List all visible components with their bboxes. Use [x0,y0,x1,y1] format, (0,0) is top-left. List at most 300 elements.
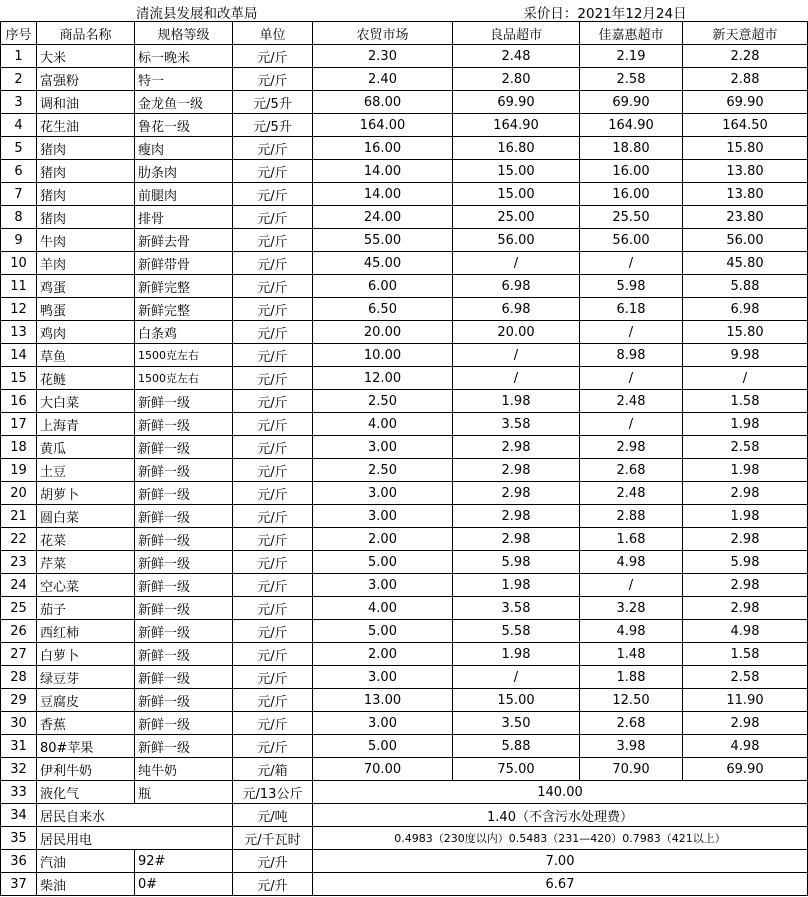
item-unit: 元/升 [233,873,313,896]
table-row [1,505,808,528]
table-row [1,758,808,781]
price-xintianyi: 2.98 [683,528,808,551]
row-no: 30 [1,712,37,735]
price-xintianyi: 1.98 [683,413,808,436]
item-name: 白萝卜 [37,643,135,666]
item-name: 牛肉 [37,229,135,252]
price-xintianyi: / [683,367,808,390]
price-liangpin: / [453,344,580,367]
item-unit: 元/斤 [233,160,313,183]
price-xintianyi: 15.80 [683,137,808,160]
item-spec: 1500克左右 [135,344,233,367]
item-name: 猪肉 [37,160,135,183]
item-name: 液化气 [37,781,135,804]
item-spec: 金龙鱼一级 [135,91,233,114]
item-name: 柴油 [37,873,135,896]
price-xintianyi: 69.90 [683,758,808,781]
price-market: 14.00 [313,160,453,183]
table-row [1,850,808,873]
item-name: 猪肉 [37,137,135,160]
item-unit: 元/斤 [233,45,313,68]
item-name: 猪肉 [37,206,135,229]
row-no: 14 [1,344,37,367]
price-xintianyi: 1.58 [683,390,808,413]
price-xintianyi: 5.88 [683,275,808,298]
price-jiajiahui: 2.88 [580,505,683,528]
unified-price: 0.4983（230度以内）0.5483（231—420）0.7983（421以上） [313,827,808,850]
row-no: 4 [1,114,37,137]
price-market: 5.00 [313,620,453,643]
price-liangpin: 1.98 [453,390,580,413]
price-xintianyi: 1.58 [683,643,808,666]
table-row [1,298,808,321]
price-liangpin: 2.98 [453,505,580,528]
item-spec: 新鲜一级 [135,689,233,712]
row-no: 9 [1,229,37,252]
price-jiajiahui: 2.48 [580,482,683,505]
item-spec: 瓶 [135,781,233,804]
item-unit: 元/5升 [233,114,313,137]
item-spec: 新鲜一级 [135,436,233,459]
item-spec: 92# [135,850,233,873]
item-spec: 白条鸡 [135,321,233,344]
item-spec: 新鲜去骨 [135,229,233,252]
price-market: 2.00 [313,643,453,666]
row-no: 31 [1,735,37,758]
row-no: 22 [1,528,37,551]
price-liangpin: 2.98 [453,436,580,459]
item-spec: 纯牛奶 [135,758,233,781]
item-spec: 新鲜一级 [135,482,233,505]
item-unit: 元/斤 [233,436,313,459]
price-xintianyi: 2.98 [683,574,808,597]
item-name: 鸭蛋 [37,298,135,321]
item-name: 居民自来水 [37,804,233,827]
price-liangpin: 2.98 [453,528,580,551]
table-row [1,321,808,344]
row-no: 12 [1,298,37,321]
row-no: 23 [1,551,37,574]
price-liangpin: 6.98 [453,298,580,321]
price-market: 55.00 [313,229,453,252]
table-row [1,689,808,712]
table-row [1,528,808,551]
item-unit: 元/斤 [233,643,313,666]
item-unit: 元/斤 [233,528,313,551]
item-unit: 元/吨 [233,804,313,827]
item-spec: 新鲜一级 [135,574,233,597]
price-liangpin: 15.00 [453,183,580,206]
price-market: 3.00 [313,574,453,597]
price-liangpin: 5.58 [453,620,580,643]
item-unit: 元/斤 [233,689,313,712]
table-row [1,344,808,367]
row-no: 18 [1,436,37,459]
price-market: 3.00 [313,712,453,735]
item-spec: 排骨 [135,206,233,229]
item-unit: 元/斤 [233,666,313,689]
price-jiajiahui: 2.58 [580,68,683,91]
price-market: 12.00 [313,367,453,390]
row-no: 8 [1,206,37,229]
item-name: 圆白菜 [37,505,135,528]
row-no: 28 [1,666,37,689]
price-liangpin: 2.98 [453,459,580,482]
price-jiajiahui: 18.80 [580,137,683,160]
table-row [1,206,808,229]
item-spec: 新鲜一级 [135,390,233,413]
col-header-market: 农贸市场 [313,22,453,45]
price-table-body [1,22,808,896]
item-name: 黄瓜 [37,436,135,459]
price-liangpin: 3.58 [453,413,580,436]
item-unit: 元/斤 [233,321,313,344]
item-spec: 新鲜一级 [135,551,233,574]
table-row [1,620,808,643]
item-name: 草鱼 [37,344,135,367]
price-market: 164.00 [313,114,453,137]
price-jiajiahui: 16.00 [580,183,683,206]
item-name: 伊利牛奶 [37,758,135,781]
table-row [1,643,808,666]
item-name: 胡萝卜 [37,482,135,505]
price-xintianyi: 9.98 [683,344,808,367]
row-no: 35 [1,827,37,850]
row-no: 16 [1,390,37,413]
price-liangpin: 3.50 [453,712,580,735]
item-name: 富强粉 [37,68,135,91]
table-row [1,137,808,160]
item-unit: 元/斤 [233,206,313,229]
price-xintianyi: 4.98 [683,620,808,643]
item-unit: 元/斤 [233,68,313,91]
row-no: 5 [1,137,37,160]
price-jiajiahui: 12.50 [580,689,683,712]
price-table [0,21,808,896]
item-unit: 元/13公斤 [233,781,313,804]
row-no: 32 [1,758,37,781]
item-spec: 新鲜一级 [135,459,233,482]
price-jiajiahui: 69.90 [580,91,683,114]
price-jiajiahui: 4.98 [580,551,683,574]
price-jiajiahui: 70.90 [580,758,683,781]
org-name: 清流县发展和改革局 [136,6,258,22]
price-xintianyi: 2.98 [683,712,808,735]
row-no: 3 [1,91,37,114]
price-market: 24.00 [313,206,453,229]
price-market: 3.00 [313,505,453,528]
price-xintianyi: 2.98 [683,482,808,505]
price-market: 45.00 [313,252,453,275]
item-spec: 0# [135,873,233,896]
price-jiajiahui: 8.98 [580,344,683,367]
item-name: 鸡蛋 [37,275,135,298]
price-xintianyi: 13.80 [683,160,808,183]
price-market: 5.00 [313,551,453,574]
price-jiajiahui: 3.98 [580,735,683,758]
row-no: 34 [1,804,37,827]
title-bar [0,0,808,21]
price-xintianyi: 45.80 [683,252,808,275]
price-market: 3.00 [313,482,453,505]
price-market: 13.00 [313,689,453,712]
price-jiajiahui: 16.00 [580,160,683,183]
item-spec: 标一晚米 [135,45,233,68]
item-name: 大米 [37,45,135,68]
table-row [1,712,808,735]
item-name: 茄子 [37,597,135,620]
price-liangpin: 1.98 [453,574,580,597]
item-name: 汽油 [37,850,135,873]
item-unit: 元/斤 [233,620,313,643]
item-unit: 元/斤 [233,275,313,298]
item-name: 芹菜 [37,551,135,574]
row-no: 25 [1,597,37,620]
item-name: 香蕉 [37,712,135,735]
price-market: 2.50 [313,390,453,413]
price-liangpin: 2.98 [453,482,580,505]
col-header-unit: 单位 [233,22,313,45]
item-name: 调和油 [37,91,135,114]
price-xintianyi: 69.90 [683,91,808,114]
item-unit: 元/千瓦时 [233,827,313,850]
item-spec: 新鲜完整 [135,298,233,321]
price-liangpin: / [453,252,580,275]
item-name: 居民用电 [37,827,233,850]
col-header-name: 商品名称 [37,22,135,45]
item-spec: 新鲜一级 [135,620,233,643]
price-liangpin: 15.00 [453,160,580,183]
table-row [1,367,808,390]
item-name: 大白菜 [37,390,135,413]
item-unit: 元/斤 [233,298,313,321]
item-name: 花鲢 [37,367,135,390]
col-header-xintianyi: 新天意超市 [683,22,808,45]
row-no: 17 [1,413,37,436]
price-jiajiahui: / [580,413,683,436]
item-name: 土豆 [37,459,135,482]
price-liangpin: 2.80 [453,68,580,91]
price-jiajiahui: 1.88 [580,666,683,689]
item-spec: 前腿肉 [135,183,233,206]
price-liangpin: 5.88 [453,735,580,758]
row-no: 24 [1,574,37,597]
price-jiajiahui: 6.18 [580,298,683,321]
price-liangpin: 15.00 [453,689,580,712]
col-header-jiajiahui: 佳嘉惠超市 [580,22,683,45]
price-market: 10.00 [313,344,453,367]
table-row [1,873,808,896]
table-row [1,551,808,574]
item-unit: 元/斤 [233,413,313,436]
price-market: 2.40 [313,68,453,91]
price-jiajiahui: 2.68 [580,459,683,482]
price-market: 16.00 [313,137,453,160]
row-no: 15 [1,367,37,390]
item-name: 绿豆芽 [37,666,135,689]
item-unit: 元/箱 [233,758,313,781]
table-row [1,68,808,91]
price-xintianyi: 2.58 [683,436,808,459]
price-xintianyi: 1.98 [683,505,808,528]
table-row [1,482,808,505]
row-no: 27 [1,643,37,666]
price-jiajiahui: 4.98 [580,620,683,643]
item-unit: 元/斤 [233,229,313,252]
price-market: 5.00 [313,735,453,758]
price-liangpin: 1.98 [453,643,580,666]
price-liangpin: / [453,367,580,390]
col-header-no: 序号 [1,22,37,45]
table-row [1,275,808,298]
table-row [1,160,808,183]
item-unit: 元/斤 [233,505,313,528]
table-row [1,413,808,436]
price-jiajiahui: / [580,367,683,390]
price-market: 70.00 [313,758,453,781]
price-xintianyi: 6.98 [683,298,808,321]
row-no: 21 [1,505,37,528]
item-spec: 新鲜一级 [135,528,233,551]
price-jiajiahui: 56.00 [580,229,683,252]
table-row [1,804,808,827]
item-unit: 元/斤 [233,344,313,367]
row-no: 33 [1,781,37,804]
item-unit: 元/斤 [233,459,313,482]
price-market: 6.00 [313,275,453,298]
item-name: 花生油 [37,114,135,137]
price-market: 68.00 [313,91,453,114]
survey-date: 采价日：2021年12月24日 [523,6,687,22]
item-unit: 元/斤 [233,390,313,413]
price-liangpin: 69.90 [453,91,580,114]
price-liangpin: 164.90 [453,114,580,137]
item-name: 空心菜 [37,574,135,597]
item-name: 花菜 [37,528,135,551]
price-jiajiahui: 164.90 [580,114,683,137]
item-unit: 元/斤 [233,183,313,206]
price-market: 20.00 [313,321,453,344]
price-xintianyi: 2.58 [683,666,808,689]
item-spec: 肋条肉 [135,160,233,183]
row-no: 6 [1,160,37,183]
price-liangpin: / [453,666,580,689]
row-no: 19 [1,459,37,482]
price-liangpin: 25.00 [453,206,580,229]
table-row [1,574,808,597]
row-no: 37 [1,873,37,896]
table-row [1,666,808,689]
item-unit: 元/斤 [233,482,313,505]
row-no: 1 [1,45,37,68]
row-no: 29 [1,689,37,712]
price-liangpin: 56.00 [453,229,580,252]
price-jiajiahui: / [580,574,683,597]
price-xintianyi: 4.98 [683,735,808,758]
row-no: 7 [1,183,37,206]
price-market: 4.00 [313,597,453,620]
item-spec: 瘦肉 [135,137,233,160]
item-spec: 新鲜带骨 [135,252,233,275]
price-market: 2.50 [313,459,453,482]
item-unit: 元/5升 [233,91,313,114]
table-row [1,91,808,114]
item-unit: 元/斤 [233,712,313,735]
price-liangpin: 3.58 [453,597,580,620]
item-spec: 鲁花一级 [135,114,233,137]
table-row [1,436,808,459]
table-row [1,390,808,413]
item-unit: 元/斤 [233,367,313,390]
unified-price: 1.40（不含污水处理费） [313,804,808,827]
table-row [1,459,808,482]
price-jiajiahui: 1.48 [580,643,683,666]
item-spec: 新鲜一级 [135,735,233,758]
table-row [1,45,808,68]
item-unit: 元/斤 [233,735,313,758]
price-liangpin: 6.98 [453,275,580,298]
price-liangpin: 75.00 [453,758,580,781]
item-name: 80#苹果 [37,735,135,758]
unified-price: 7.00 [313,850,808,873]
item-name: 羊肉 [37,252,135,275]
price-jiajiahui: 1.68 [580,528,683,551]
item-spec: 新鲜一级 [135,597,233,620]
price-market: 2.30 [313,45,453,68]
item-unit: 元/斤 [233,137,313,160]
item-unit: 元/斤 [233,551,313,574]
price-liangpin: 20.00 [453,321,580,344]
price-xintianyi: 2.28 [683,45,808,68]
item-spec: 1500克左右 [135,367,233,390]
price-jiajiahui: 2.19 [580,45,683,68]
item-name: 西红柿 [37,620,135,643]
item-name: 鸡肉 [37,321,135,344]
item-unit: 元/斤 [233,574,313,597]
price-jiajiahui: / [580,252,683,275]
price-market: 14.00 [313,183,453,206]
unified-price: 6.67 [313,873,808,896]
item-spec: 新鲜一级 [135,413,233,436]
table-row [1,114,808,137]
price-xintianyi: 13.80 [683,183,808,206]
price-jiajiahui: 2.98 [580,436,683,459]
header-row [1,22,808,45]
price-xintianyi: 1.98 [683,459,808,482]
price-market: 4.00 [313,413,453,436]
row-no: 36 [1,850,37,873]
row-no: 20 [1,482,37,505]
price-liangpin: 16.80 [453,137,580,160]
price-jiajiahui: / [580,321,683,344]
price-market: 3.00 [313,436,453,459]
price-jiajiahui: 25.50 [580,206,683,229]
price-jiajiahui: 5.98 [580,275,683,298]
price-jiajiahui: 2.68 [580,712,683,735]
table-row [1,781,808,804]
col-header-liangpin: 良品超市 [453,22,580,45]
row-no: 10 [1,252,37,275]
table-row [1,183,808,206]
row-no: 2 [1,68,37,91]
price-xintianyi: 164.50 [683,114,808,137]
price-market: 3.00 [313,666,453,689]
price-xintianyi: 2.88 [683,68,808,91]
item-unit: 元/升 [233,850,313,873]
item-spec: 新鲜一级 [135,643,233,666]
price-jiajiahui: 2.48 [580,390,683,413]
item-spec: 新鲜一级 [135,505,233,528]
